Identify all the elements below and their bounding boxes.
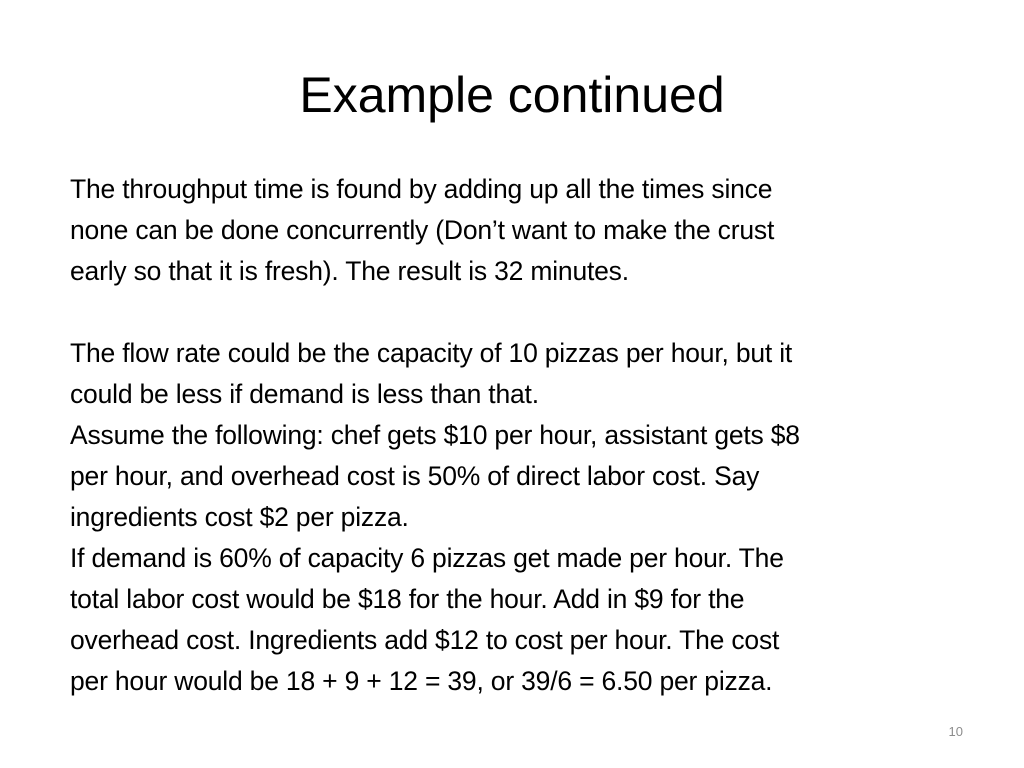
slide-body xyxy=(70,169,950,702)
paragraph-flow-rate xyxy=(70,333,950,415)
text-line: early so that it is fresh). The result is 32 minutes. xyxy=(70,256,629,286)
text-line: per hour, and overhead cost is 50% of direct labor cost. Say xyxy=(70,461,760,491)
text-line: overhead cost. Ingredients add $12 to cost per hour. The cost xyxy=(70,625,780,655)
text-line: could be less if demand is less than that. xyxy=(70,379,539,409)
paragraph-cost-calculation xyxy=(70,538,950,702)
text-line: The throughput time is found by adding up all the times since xyxy=(70,174,773,204)
paragraph-throughput xyxy=(70,169,950,292)
slide-title: Example continued xyxy=(299,67,725,123)
paragraph-assumptions xyxy=(70,415,950,538)
slide-number: 10 xyxy=(948,724,963,739)
text-line: ingredients cost $2 per pizza. xyxy=(70,502,409,532)
text-line: total labor cost would be $18 for the hour. Add in $9 for the xyxy=(70,584,745,614)
text-line: The flow rate could be the capacity of 10 pizzas per hour, but it xyxy=(70,338,793,368)
text-line: If demand is 60% of capacity 6 pizzas get made per hour. The xyxy=(70,543,784,573)
paragraph-spacer xyxy=(70,292,950,333)
text-line: none can be done concurrently (Don’t want to make the crust xyxy=(70,215,775,245)
text-line: Assume the following: chef gets $10 per hour, assistant gets $8 xyxy=(70,420,800,450)
text-line: per hour would be 18 + 9 + 12 = 39, or 39/6 = 6.50 per pizza. xyxy=(70,666,773,696)
